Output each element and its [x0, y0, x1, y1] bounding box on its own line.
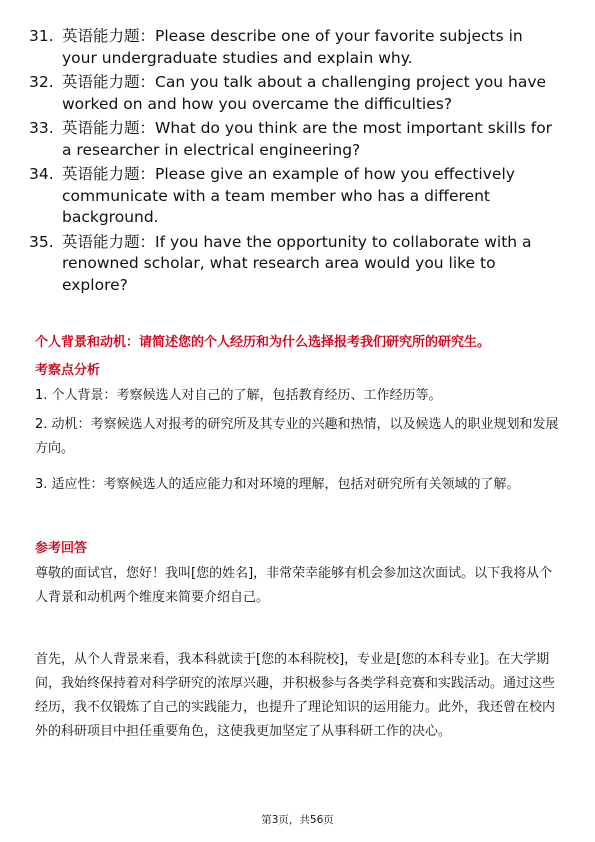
question-list	[29, 26, 559, 299]
section-title: 个人背景和动机：请简述您的个人经历和为什么选择报考我们研究所的研究生。	[35, 335, 491, 350]
question-item	[29, 118, 559, 161]
analysis-point: 2. 动机：考察候选人对报考的研究所及其专业的兴趣和热情，以及候选人的职业规划和发展方向。	[35, 417, 559, 456]
question-text: 英语能力题：Please describe one of your favorite subjects in your undergraduate studies and explain why.	[62, 27, 523, 67]
question-item	[29, 164, 559, 229]
question-text: 英语能力题：What do you think are the most important skills for a researcher in electrical engineering?	[62, 119, 553, 159]
question-item	[29, 26, 559, 69]
answer-body: 首先，从个人背景来看，我本科就读于[您的本科院校]，专业是[您的本科专业]。在大学期间，我始终保持着对科学研究的浓厚兴趣，并积极参与各类学科竞赛和实践活动。通过这些经历，我不仅锻炼了自己的实践能力，也提升了理论知识的运用能力。此外，我还曾在校内外的科研项目中担任重要角色，这使我更加坚定了从事科研工作的决心。	[35, 652, 556, 739]
page-number: 第3页，共56页	[261, 814, 334, 826]
question-number: 32.	[29, 73, 54, 91]
question-text: 英语能力题：If you have the opportunity to collaborate with a renowned scholar, what research area would you like to explore?	[62, 232, 532, 294]
question-item	[29, 232, 559, 297]
answer-heading: 参考回答	[35, 541, 88, 556]
question-number: 34.	[29, 165, 54, 183]
analysis-point: 1. 个人背景：考察候选人对自己的了解，包括教育经历、工作经历等。	[35, 388, 442, 403]
analysis-heading: 考察点分析	[35, 363, 101, 378]
question-number: 33.	[29, 119, 54, 137]
question-item	[29, 72, 559, 115]
question-number: 35.	[29, 232, 54, 251]
question-number: 31.	[29, 27, 54, 45]
question-text: 英语能力题：Can you talk about a challenging project you have worked on and how you overcame the difficulties?	[62, 73, 547, 113]
question-text: 英语能力题：Please give an example of how you effectively communicate with a team member who has a different background.	[62, 165, 515, 226]
answer-intro: 尊敬的面试官，您好！我叫[您的姓名]，非常荣幸能够有机会参加这次面试。以下我将从个人背景和动机两个维度来简要介绍自己。	[35, 566, 553, 605]
analysis-point: 3. 适应性：考察候选人的适应能力和对环境的理解，包括对研究所有关领域的了解。	[35, 477, 520, 492]
